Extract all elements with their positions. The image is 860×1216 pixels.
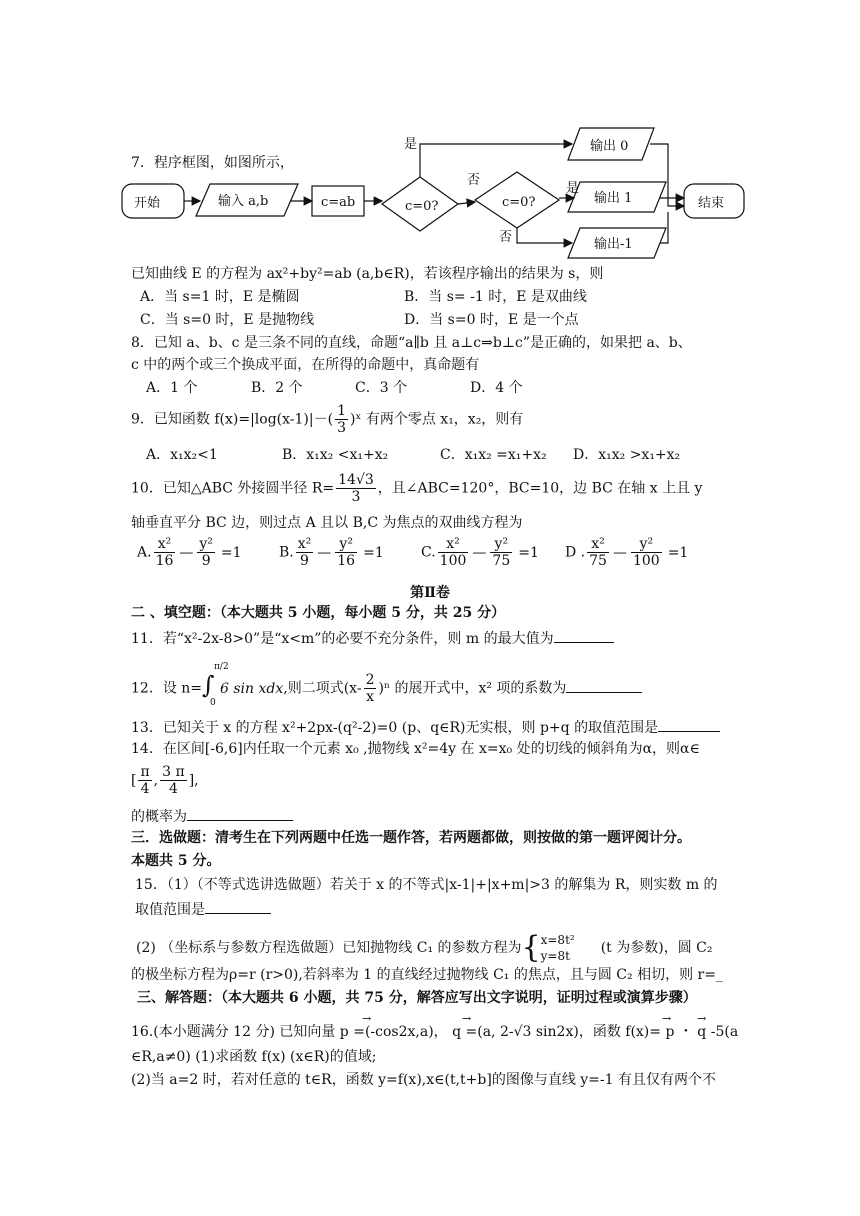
end-label: 结束 <box>698 196 725 211</box>
q7-stem: 已知曲线 E 的方程为 ax²+by²=ab (a,b∈R)，若该程序输出的结果为 s，则 <box>131 266 604 282</box>
q7-option-d: D．当 s=0 时，E 是一个点 <box>404 312 579 328</box>
vector-arrow-icon: → <box>662 1012 672 1025</box>
q14-line-2: [ $\frac{\pi}{4}$ , $\frac{3 \pi}{4}$ ], <box>131 764 199 797</box>
q9-option-c: C．x₁x₂ =x₁+x₂ <box>440 447 547 463</box>
q7-option-b: B．当 s= -1 时，E 是双曲线 <box>404 289 587 305</box>
q7-head: 7．程序框图，如图所示， <box>131 155 294 171</box>
q13-blank[interactable] <box>658 717 720 732</box>
q8-line-2: c 中的两个或三个换成平面，在所得的命题中，真命题有 <box>131 357 480 373</box>
vector-arrow-icon: → <box>697 1012 707 1025</box>
q14-line-1: 14．在区间[-6,6]内任取一个元素 x₀ ,抛物线 x²=4y 在 x=x₀ 处的切线的倾斜角为α，则α∈ <box>131 741 700 757</box>
q12-blank[interactable] <box>566 678 642 693</box>
q8-option-b: B．2 个 <box>251 380 303 396</box>
assign-label: c=ab <box>321 195 356 210</box>
yes-label-1: 是 <box>404 137 418 152</box>
q15-line-4: 的极坐标方程为ρ=r (r>0),若斜率为 1 的直线经过抛物线 C₁ 的焦点，且与圆 C₂ 相切，则 r=_ <box>131 967 723 983</box>
no-label-1: 否 <box>467 173 481 188</box>
q13: 13．已知关于 x 的方程 x²+2px-(q²-2)=0 (p、q∈R)无实根，则 p+q 的取值范围是 <box>131 717 720 737</box>
input-label: 输入 a,b <box>218 194 269 209</box>
q9-option-d: D．x₁x₂ >x₁+x₂ <box>573 447 681 463</box>
q9-fraction: $\frac{1}{3}$ <box>337 403 346 436</box>
q15-line-2: 取值范围是 <box>135 899 271 919</box>
q8-line-1: 8．已知 a、b、c 是三条不同的直线，命题“a∥b 且 a⊥c⇒b⊥c”是正确的，如果把 a、b、 <box>131 335 692 351</box>
section-optional-2: 本题共 5 分。 <box>131 853 221 869</box>
q14-blank[interactable] <box>187 806 293 821</box>
q15-part-2: (2) （坐标系与参数方程选做题）已知抛物线 C₁ 的参数方程为{ x=8t² y=8t (t 为参数)，圆 C₂ <box>136 930 713 965</box>
q14-line-3: 的概率为 <box>131 806 293 826</box>
q16-line-1: 16.(本小题满分 12 分) 已知向量 p =(-cos2x,a)， q =(a, 2-√3 sin2x)，函数 f(x)= p ・ q -5(a <box>131 1024 739 1040</box>
q10-stem: 10．已知△ABC 外接圆半径 R= $\frac{14√3}{3}$ ，且∠ABC=120°，BC=10，边 BC 在轴 x 上且 y <box>131 472 703 505</box>
q15-blank[interactable] <box>205 899 271 914</box>
section-optional-1: 三．选做题：清考生在下列两题中任选一题作答，若两题都做，则按做的第一题评阅计分。 <box>131 830 691 846</box>
integral-sign: ∫ π/2 0 <box>202 661 229 708</box>
q10-option-a: A. $\frac{\text{x²}}{16}$ — $\frac{\text{y²}}{9}$ =1 <box>137 536 242 569</box>
q9-stem <box>131 403 523 436</box>
q8-option-c: C．3 个 <box>355 380 408 396</box>
part-2-title: 第Ⅱ卷 <box>410 585 450 601</box>
vector-arrow-icon: → <box>462 1012 472 1025</box>
no-label-2: 否 <box>499 230 513 245</box>
q10-fraction: $\frac{14√3}{3}$ <box>338 472 374 505</box>
q16-line-2: ∈R,a≠0) (1)求函数 f(x) (x∈R)的值域; <box>131 1049 377 1065</box>
yes-label-2: 是 <box>566 181 580 196</box>
system-brace: { <box>521 930 541 965</box>
vector-arrow-icon: → <box>362 1012 372 1025</box>
cond1-label: c=0? <box>405 199 439 214</box>
q9-option-a: A．x₁x₂<1 <box>146 447 218 463</box>
q11-blank[interactable] <box>554 628 614 643</box>
out1-label: 输出 1 <box>594 191 633 206</box>
section-fill-in: 二 、填空题：（本大题共 5 小题，每小题 5 分，共 25 分） <box>131 605 506 621</box>
q8-option-a: A．1 个 <box>146 380 198 396</box>
start-label: 开始 <box>134 196 161 211</box>
q16-line-3: (2)当 a=2 时，若对任意的 t∈R，函数 y=f(x),x∈(t,t+b]的图像与直线 y=-1 有且仅有两个不 <box>131 1072 716 1088</box>
program-flowchart <box>0 110 860 260</box>
q10-option-c: C. $\frac{\text{x²}}{100}$ — $\frac{\text{y²}}{75}$ =1 <box>421 536 539 569</box>
q12: 12．设 n=∫ π/2 0 6 sin xdx,则二项式(x- $\frac{2}{x}$ )ⁿ 的展开式中，x² 项的系数为 <box>131 672 642 705</box>
q9-post: )ˣ 有两个零点 x₁，x₂，则有 <box>350 411 524 428</box>
q10-option-d: D . $\frac{\text{x²}}{75}$ — $\frac{\text{y²}}{100}$ =1 <box>565 536 689 569</box>
q11: 11．若“x²-2x-8>0”是“x<m”的必要不充分条件，则 m 的最大值为 <box>131 628 614 648</box>
q10-option-b: B. $\frac{\text{x²}}{9}$ — $\frac{\text{y²}}{16}$ =1 <box>279 536 384 569</box>
cond2-label: c=0? <box>502 195 536 210</box>
q7-option-c: C．当 s=0 时，E 是抛物线 <box>140 312 315 328</box>
q9-pre: 9．已知函数 f(x)=|log(x-1)|－( <box>131 411 334 428</box>
q9-option-b: B．x₁x₂ <x₁+x₂ <box>282 447 389 463</box>
outm1-label: 输出-1 <box>594 237 633 252</box>
q10-line-2: 轴垂直平分 BC 边，则过点 A 且以 B,C 为焦点的双曲线方程为 <box>131 515 523 531</box>
q8-option-d: D．4 个 <box>470 380 523 396</box>
q15-line-1: 15．（1）（不等式选讲选做题）若关于 x 的不等式|x-1|+|x+m|>3 的解集为 R，则实数 m 的 <box>135 877 718 893</box>
q7-option-a: A．当 s=1 时，E 是椭圆 <box>140 289 300 305</box>
out0-label: 输出 0 <box>590 139 629 154</box>
section-answer: 三、解答题：（本大题共 6 小题，共 75 分，解答应写出文字说明，证明过程或演算步骤） <box>137 990 697 1006</box>
